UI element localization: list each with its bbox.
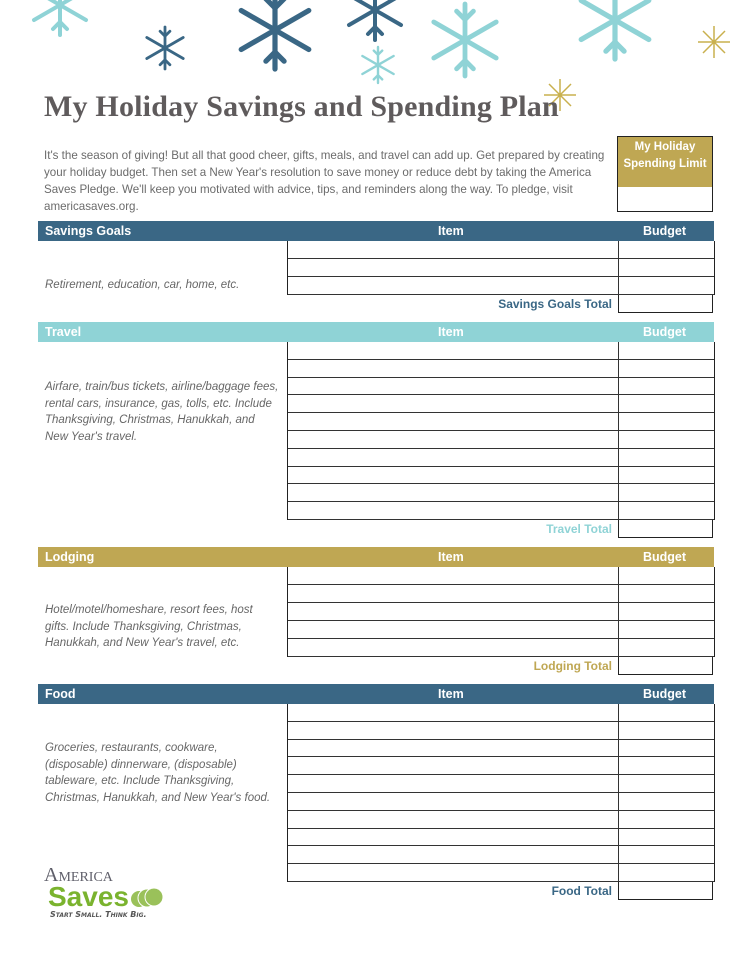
budget-cell[interactable] [619, 502, 714, 519]
section-title: Lodging [45, 550, 95, 564]
item-cell[interactable] [288, 864, 619, 881]
section-total-row [38, 520, 713, 538]
budget-cell[interactable] [619, 259, 714, 276]
item-cell[interactable] [288, 793, 619, 810]
budget-table [287, 342, 715, 520]
section-total-cell[interactable] [618, 657, 713, 675]
section-description: Hotel/motel/homeshare, resort fees, host gifts. Include Thanksgiving, Christmas, Hanukkah, and New Year's travel, etc. [45, 604, 253, 649]
intro-text: It's the season of giving! But all that good cheer, gifts, meals, and travel can add up. Get prepared by creating your holiday budget. Then set a New Year's resolution to save money or reduce debt by taking the America Saves Pledge. We'll keep you motivated with advice, tips, and reminders along the way. To pledge, visit americasaves.org. [44, 149, 605, 213]
table-row [288, 639, 714, 657]
item-column-header: Item [438, 550, 464, 564]
budget-cell[interactable] [619, 241, 714, 258]
item-column-header: Item [438, 224, 464, 238]
budget-cell[interactable] [619, 793, 714, 810]
page-title: My Holiday Savings and Spending Plan [44, 90, 559, 123]
budget-cell[interactable] [619, 342, 714, 359]
table-row [288, 829, 714, 847]
budget-table [287, 704, 715, 882]
item-cell[interactable] [288, 277, 619, 294]
item-cell[interactable] [288, 431, 619, 448]
budget-cell[interactable] [619, 740, 714, 757]
spending-limit-label: My Holiday Spending Limit [618, 137, 712, 187]
budget-cell[interactable] [619, 567, 714, 584]
budget-column-header: Budget [643, 224, 687, 238]
table-row [288, 621, 714, 639]
snowflake-icon [241, 0, 309, 69]
table-row [288, 603, 714, 621]
item-cell[interactable] [288, 241, 619, 258]
table-row [288, 864, 714, 882]
item-cell[interactable] [288, 484, 619, 501]
table-row [288, 740, 714, 758]
snowflake-icon [349, 0, 401, 40]
snowflake-icon [434, 4, 496, 76]
item-cell[interactable] [288, 704, 619, 721]
logo-line2: Saves [48, 881, 129, 912]
table-row [288, 567, 714, 585]
section-lodging [38, 547, 714, 673]
table-row [288, 277, 714, 295]
section-total-cell[interactable] [618, 882, 713, 900]
section-header [38, 684, 714, 704]
logo-tagline: Start Small. Think Big. [50, 910, 147, 919]
table-row [288, 395, 714, 413]
table-row [288, 722, 714, 740]
budget-table [287, 241, 715, 295]
budget-cell[interactable] [619, 467, 714, 484]
table-row [288, 467, 714, 485]
table-row [288, 502, 714, 520]
table-row [288, 259, 714, 277]
item-cell[interactable] [288, 740, 619, 757]
section-title: Travel [45, 325, 82, 339]
table-row [288, 757, 714, 775]
section-total-cell[interactable] [618, 295, 713, 313]
budget-cell[interactable] [619, 378, 714, 395]
item-cell[interactable] [288, 846, 619, 863]
item-cell[interactable] [288, 621, 619, 638]
table-row [288, 342, 714, 360]
item-cell[interactable] [288, 639, 619, 656]
item-column-header: Item [438, 325, 464, 339]
table-row [288, 431, 714, 449]
table-row [288, 793, 714, 811]
item-cell[interactable] [288, 757, 619, 774]
budget-cell[interactable] [619, 811, 714, 828]
snowflake-icon [581, 0, 649, 59]
section-total-row [38, 295, 713, 313]
logo-line1: America [44, 864, 113, 886]
section-title: Savings Goals [45, 224, 132, 238]
item-cell[interactable] [288, 259, 619, 276]
budget-cell[interactable] [619, 484, 714, 501]
budget-cell[interactable] [619, 413, 714, 430]
section-travel [38, 322, 714, 536]
table-row [288, 846, 714, 864]
item-column-header: Item [438, 687, 464, 701]
budget-cell[interactable] [619, 603, 714, 620]
star-icon [698, 26, 730, 58]
coins-icon [129, 885, 163, 909]
item-cell[interactable] [288, 449, 619, 466]
snowflake-icon [34, 0, 86, 35]
section-total-label: Travel Total [546, 522, 612, 536]
item-cell[interactable] [288, 585, 619, 602]
item-cell[interactable] [288, 603, 619, 620]
budget-cell[interactable] [619, 585, 714, 602]
section-description: Retirement, education, car, home, etc. [45, 279, 240, 291]
item-cell[interactable] [288, 567, 619, 584]
table-row [288, 704, 714, 722]
budget-cell[interactable] [619, 846, 714, 863]
table-row [288, 811, 714, 829]
item-cell[interactable] [288, 413, 619, 430]
item-cell[interactable] [288, 829, 619, 846]
budget-cell[interactable] [619, 639, 714, 656]
budget-cell[interactable] [619, 431, 714, 448]
snowflake-icon [362, 47, 393, 83]
table-row [288, 360, 714, 378]
budget-cell[interactable] [619, 757, 714, 774]
item-cell[interactable] [288, 775, 619, 792]
section-savings-goals [38, 221, 714, 311]
table-row [288, 449, 714, 467]
budget-cell[interactable] [619, 449, 714, 466]
budget-cell[interactable] [619, 864, 714, 881]
table-row [288, 241, 714, 259]
table-row [288, 775, 714, 793]
section-description: Airfare, train/bus tickets, airline/baggage fees, rental cars, insurance, gas, tolls, etc. Include Thanksgiving, Christmas, Hanukkah, and New Year's travel. [45, 381, 279, 443]
budget-table [287, 567, 715, 657]
budget-cell[interactable] [619, 775, 714, 792]
section-total-label: Lodging Total [533, 659, 612, 673]
budget-cell[interactable] [619, 277, 714, 294]
budget-cell[interactable] [619, 704, 714, 721]
section-total-cell[interactable] [618, 520, 713, 538]
section-total-row [38, 657, 713, 675]
spending-limit-input[interactable] [618, 187, 712, 209]
budget-column-header: Budget [643, 687, 687, 701]
section-title: Food [45, 687, 76, 701]
table-row [288, 413, 714, 431]
item-cell[interactable] [288, 395, 619, 412]
budget-cell[interactable] [619, 360, 714, 377]
budget-cell[interactable] [619, 829, 714, 846]
spending-limit-box [617, 136, 713, 212]
section-description: Groceries, restaurants, cookware, (disposable) dinnerware, (disposable) tableware, etc. Include Thanksgiving, Christmas, Hanukkah, and New Year's food. [45, 742, 271, 804]
item-cell[interactable] [288, 378, 619, 395]
budget-column-header: Budget [643, 325, 687, 339]
section-header [38, 322, 714, 342]
table-row [288, 484, 714, 502]
item-cell[interactable] [288, 360, 619, 377]
item-cell[interactable] [288, 342, 619, 359]
section-header [38, 221, 714, 241]
table-row [288, 378, 714, 396]
snowflake-icon [147, 27, 183, 69]
budget-cell[interactable] [619, 395, 714, 412]
budget-cell[interactable] [619, 621, 714, 638]
section-header [38, 547, 714, 567]
america-saves-logo [44, 866, 163, 919]
table-row [288, 585, 714, 603]
item-cell[interactable] [288, 502, 619, 519]
item-cell[interactable] [288, 722, 619, 739]
item-cell[interactable] [288, 467, 619, 484]
section-total-label: Savings Goals Total [498, 297, 612, 311]
budget-column-header: Budget [643, 550, 687, 564]
item-cell[interactable] [288, 811, 619, 828]
budget-cell[interactable] [619, 722, 714, 739]
section-total-label: Food Total [551, 884, 612, 898]
